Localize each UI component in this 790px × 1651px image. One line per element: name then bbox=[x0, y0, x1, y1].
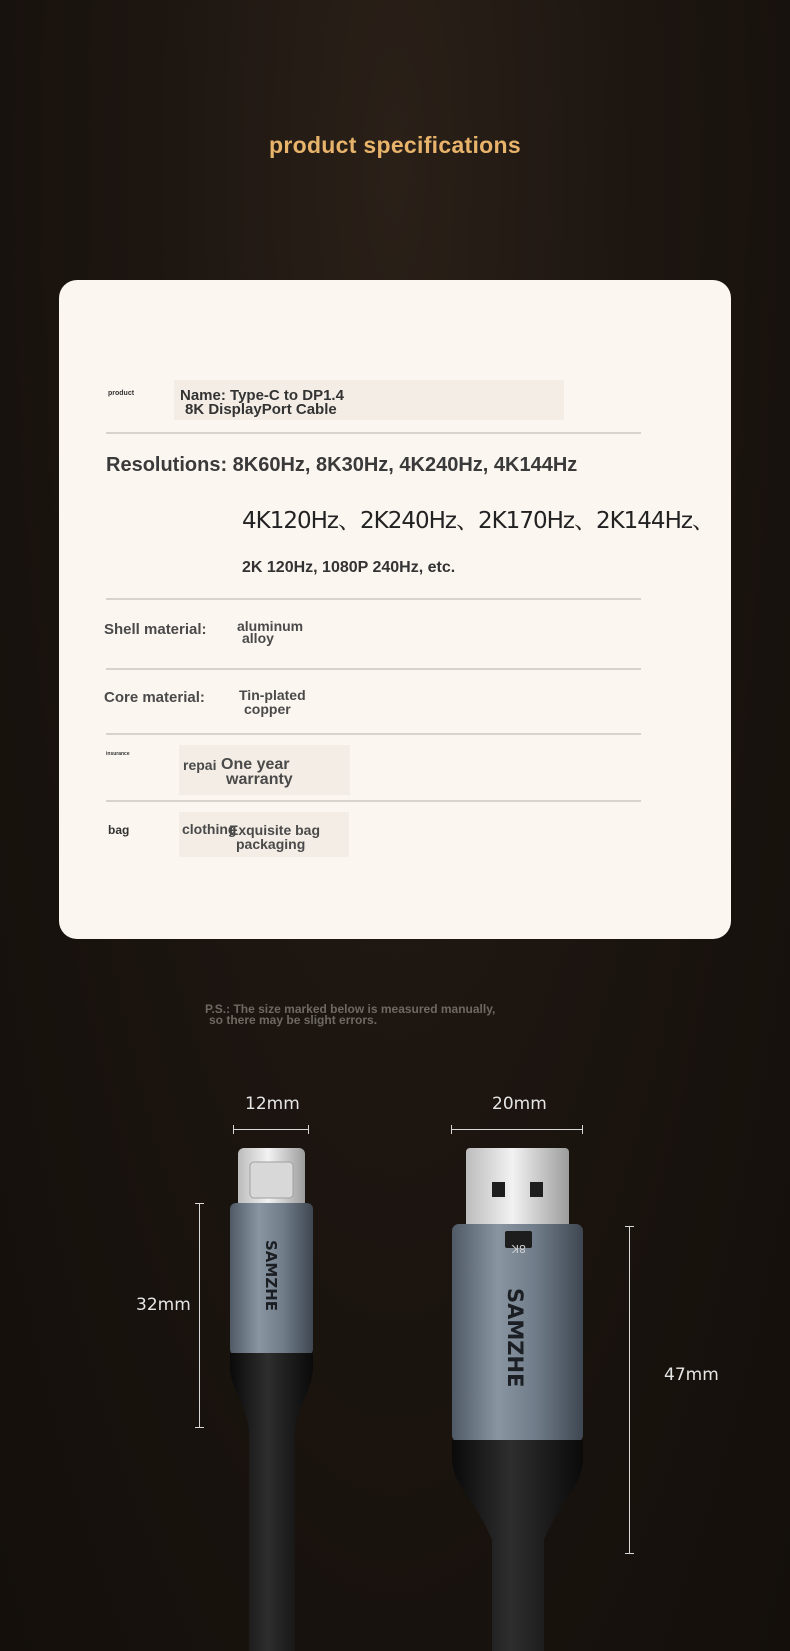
tick bbox=[308, 1125, 309, 1134]
dp-length-label: 47mm bbox=[664, 1365, 719, 1385]
divider bbox=[106, 432, 641, 434]
spec-card bbox=[59, 280, 731, 939]
tick bbox=[233, 1125, 234, 1134]
usb-c-brand: SAMZHE bbox=[262, 1240, 280, 1312]
core-value-line1: Tin-plated bbox=[239, 687, 306, 703]
typec-length-label: 32mm bbox=[136, 1295, 191, 1315]
usb-c-connector bbox=[230, 1148, 313, 1651]
dp-strain-relief bbox=[452, 1440, 583, 1651]
core-material-label: Core material: bbox=[104, 689, 205, 706]
dp-pin-hole bbox=[530, 1182, 543, 1197]
dp-width-label: 20mm bbox=[492, 1094, 547, 1114]
warranty-value-line1: One year bbox=[221, 756, 290, 773]
packaging-value bbox=[229, 823, 320, 851]
dp-plug bbox=[466, 1148, 569, 1230]
divider bbox=[106, 598, 641, 600]
resolutions-line3: 2K 120Hz, 1080P 240Hz, etc. bbox=[242, 559, 456, 576]
name-tag: product bbox=[108, 390, 135, 397]
core-value-line2: copper bbox=[244, 701, 291, 717]
core-material-value bbox=[239, 688, 306, 716]
packaging-label: clothing bbox=[182, 821, 237, 837]
typec-width-label: 12mm bbox=[245, 1094, 300, 1114]
typec-width-line bbox=[233, 1129, 309, 1130]
divider bbox=[106, 800, 641, 802]
dp-pin-hole bbox=[492, 1182, 505, 1197]
warranty-tag: insurance bbox=[106, 751, 130, 757]
divider bbox=[106, 733, 641, 735]
dp-badge-text: 8K bbox=[511, 1242, 526, 1255]
shell-material-label: Shell material: bbox=[104, 621, 207, 638]
note-line2: so there may be slight errors. bbox=[209, 1013, 378, 1027]
warranty-value-line2: warranty bbox=[226, 771, 293, 788]
tick bbox=[582, 1125, 583, 1134]
warranty-label: repai bbox=[183, 757, 217, 773]
shell-value-line1: aluminum bbox=[237, 618, 304, 634]
dp-width-line bbox=[451, 1129, 583, 1130]
usb-c-strain-relief bbox=[230, 1353, 313, 1651]
name-value-line1: Name: Type-C to DP1.4 bbox=[180, 387, 344, 404]
packaging-value-line2: packaging bbox=[236, 836, 306, 852]
resolutions-line1: Resolutions: 8K60Hz, 8K30Hz, 4K240Hz, 4K144Hz bbox=[106, 454, 578, 476]
shell-material-value bbox=[237, 620, 303, 644]
resolutions-line2: 4K120Hz、2K240Hz、2K170Hz、2K144Hz、 bbox=[242, 508, 714, 534]
packaging-value-line1: Exquisite bag bbox=[229, 822, 321, 838]
name-value bbox=[180, 389, 344, 417]
displayport-connector bbox=[452, 1148, 583, 1651]
packaging-tag: bag bbox=[108, 823, 130, 837]
usb-c-plug-inner bbox=[250, 1162, 293, 1198]
divider bbox=[106, 668, 641, 670]
tick bbox=[451, 1125, 452, 1134]
shell-value-line2: alloy bbox=[242, 630, 274, 646]
name-value-line2: 8K DisplayPort Cable bbox=[185, 401, 337, 418]
cable-illustration bbox=[0, 1140, 790, 1651]
dp-brand: SAMZHE bbox=[503, 1288, 527, 1388]
warranty-value bbox=[221, 757, 293, 787]
measurement-note bbox=[205, 1004, 605, 1026]
note-line1: P.S.: The size marked below is measured manually, bbox=[205, 1002, 496, 1016]
page-title: product specifications bbox=[269, 132, 521, 158]
